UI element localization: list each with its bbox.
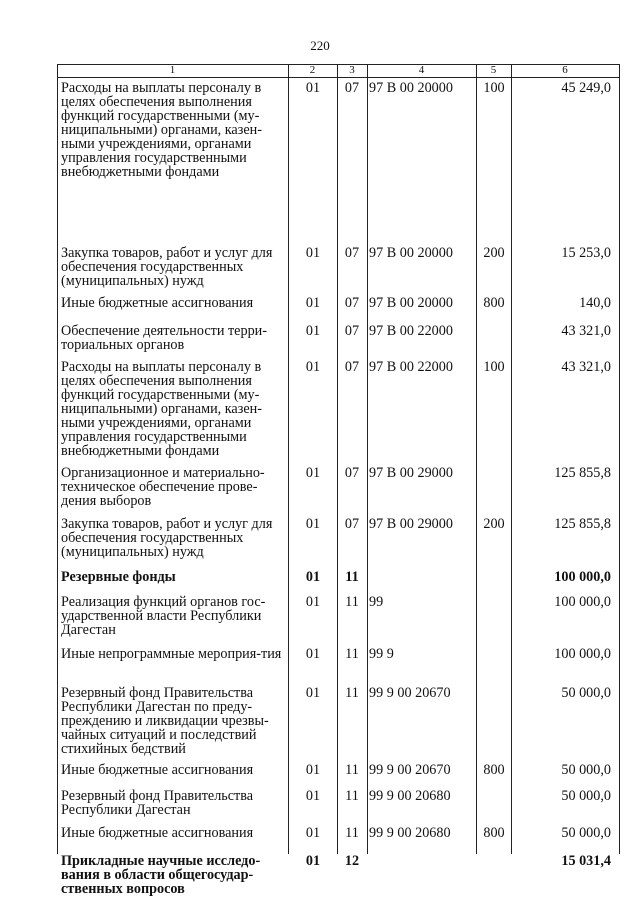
row-name: Резервный фонд Правительства Республики Дагестан по преду-преждению и ликвидации чрезвы-чайных ситуаций и последствий стихийных бедствий — [61, 685, 269, 757]
row-section: 01 — [305, 853, 321, 869]
row-amount: 15 253,0 — [561, 245, 611, 261]
row-target-article: 97 В 00 29000 — [369, 465, 453, 481]
row-expense-type: 800 — [483, 825, 505, 841]
row-section: 01 — [305, 359, 321, 375]
column-header-2: 2 — [309, 64, 316, 76]
row-section: 01 — [305, 762, 321, 778]
row-section: 01 — [305, 295, 321, 311]
row-subsection: 11 — [345, 594, 359, 610]
row-section: 01 — [305, 594, 321, 610]
row-target-article: 99 9 00 20670 — [369, 762, 451, 778]
row-target-article: 97 В 00 22000 — [369, 359, 453, 375]
row-expense-type: 100 — [483, 80, 505, 96]
row-section: 01 — [305, 788, 321, 804]
row-name: Обеспечение деятельности терри-ториальных органов — [61, 323, 267, 353]
row-target-article: 97 В 00 29000 — [369, 516, 453, 532]
row-target-article: 99 — [369, 594, 384, 610]
column-divider — [511, 64, 512, 854]
row-amount: 100 000,0 — [554, 646, 611, 662]
column-header-6: 6 — [562, 64, 568, 76]
row-subsection: 11 — [345, 685, 359, 701]
header-bottom-border — [57, 77, 620, 78]
row-subsection: 07 — [344, 295, 360, 311]
row-section: 01 — [305, 516, 321, 532]
column-divider — [367, 64, 368, 854]
row-amount: 15 031,4 — [561, 853, 611, 869]
row-section: 01 — [305, 323, 321, 339]
row-name: Расходы на выплаты персоналу в целях обеспечения выполнения функций государственными (му-ниципальными) органами, казен-ными учреждениями, органами управления государственными внебюджетными фондами — [61, 359, 262, 459]
row-amount: 100 000,0 — [554, 594, 611, 610]
row-section: 01 — [305, 80, 321, 96]
row-name: Расходы на выплаты персоналу в целях обеспечения выполнения функций государственными (му-ниципальными) органами, казен-ными учреждениями, органами управления государственными внебюджетными фондами — [61, 80, 262, 180]
row-expense-type: 800 — [483, 295, 505, 311]
row-subsection: 07 — [344, 465, 360, 481]
column-divider — [288, 64, 289, 854]
row-subsection: 11 — [345, 788, 359, 804]
row-target-article: 99 9 00 20680 — [369, 788, 451, 804]
column-header-4: 4 — [418, 64, 425, 76]
row-section: 01 — [305, 245, 321, 261]
row-target-article: 99 9 00 20680 — [369, 825, 451, 841]
page-number: 220 — [310, 38, 330, 53]
row-name: Резервные фонды — [61, 569, 176, 585]
row-expense-type: 800 — [483, 762, 505, 778]
row-subsection: 07 — [344, 359, 360, 375]
row-target-article: 97 В 00 20000 — [369, 245, 453, 261]
row-amount: 43 321,0 — [561, 323, 611, 339]
table-right-border — [619, 64, 620, 854]
row-section: 01 — [305, 685, 321, 701]
row-section: 01 — [305, 825, 321, 841]
row-target-article: 97 В 00 22000 — [369, 323, 453, 339]
row-amount: 125 855,8 — [554, 516, 611, 532]
row-name: Прикладные научные исследо-вания в области общегосудар-ственных вопросов — [61, 853, 261, 897]
row-name: Реализация функций органов гос-ударственной власти Республики Дагестан — [61, 594, 266, 638]
row-name: Организационное и материально-техническое обеспечение прове-дения выборов — [61, 465, 265, 509]
row-amount: 50 000,0 — [561, 788, 611, 804]
row-subsection: 11 — [345, 646, 359, 662]
row-subsection: 07 — [344, 323, 360, 339]
row-subsection: 07 — [344, 245, 360, 261]
row-target-article: 99 9 — [369, 646, 394, 662]
row-amount: 50 000,0 — [561, 685, 611, 701]
row-target-article: 97 В 00 20000 — [369, 295, 453, 311]
row-target-article: 97 В 00 20000 — [369, 80, 453, 96]
row-section: 01 — [305, 646, 321, 662]
row-subsection: 07 — [344, 516, 360, 532]
row-subsection: 12 — [344, 853, 360, 869]
column-header-3: 3 — [349, 64, 355, 76]
row-expense-type: 100 — [483, 359, 505, 375]
row-name: Закупка товаров, работ и услуг для обеспечения государственных (муниципальных) нужд — [61, 245, 273, 289]
row-name: Резервный фонд Правительства Республики Дагестан — [61, 788, 254, 818]
row-expense-type: 200 — [483, 245, 505, 261]
row-amount: 43 321,0 — [561, 359, 611, 375]
row-expense-type: 200 — [483, 516, 505, 532]
row-section: 01 — [305, 465, 321, 481]
row-amount: 50 000,0 — [561, 825, 611, 841]
column-header-1: 1 — [169, 64, 176, 76]
row-subsection: 11 — [345, 762, 359, 778]
row-target-article: 99 9 00 20670 — [369, 685, 451, 701]
row-amount: 50 000,0 — [561, 762, 611, 778]
row-subsection: 11 — [345, 569, 359, 585]
row-section: 01 — [305, 569, 321, 585]
table-left-border — [57, 64, 58, 854]
budget-table — [57, 64, 620, 897]
row-amount: 140,0 — [579, 295, 611, 311]
row-name: Иные бюджетные ассигнования — [61, 762, 254, 778]
row-subsection: 11 — [345, 825, 359, 841]
column-divider — [476, 64, 477, 854]
column-divider — [337, 64, 338, 854]
row-amount: 45 249,0 — [561, 80, 611, 96]
row-amount: 125 855,8 — [554, 465, 611, 481]
row-name: Закупка товаров, работ и услуг для обеспечения государственных (муниципальных) нужд — [61, 516, 273, 560]
row-name: Иные бюджетные ассигнования — [61, 295, 254, 311]
row-amount: 100 000,0 — [554, 569, 611, 585]
column-header-5: 5 — [490, 64, 497, 76]
row-name: Иные непрограммные мероприя-тия — [61, 646, 282, 662]
row-subsection: 07 — [344, 80, 360, 96]
row-name: Иные бюджетные ассигнования — [61, 825, 254, 841]
